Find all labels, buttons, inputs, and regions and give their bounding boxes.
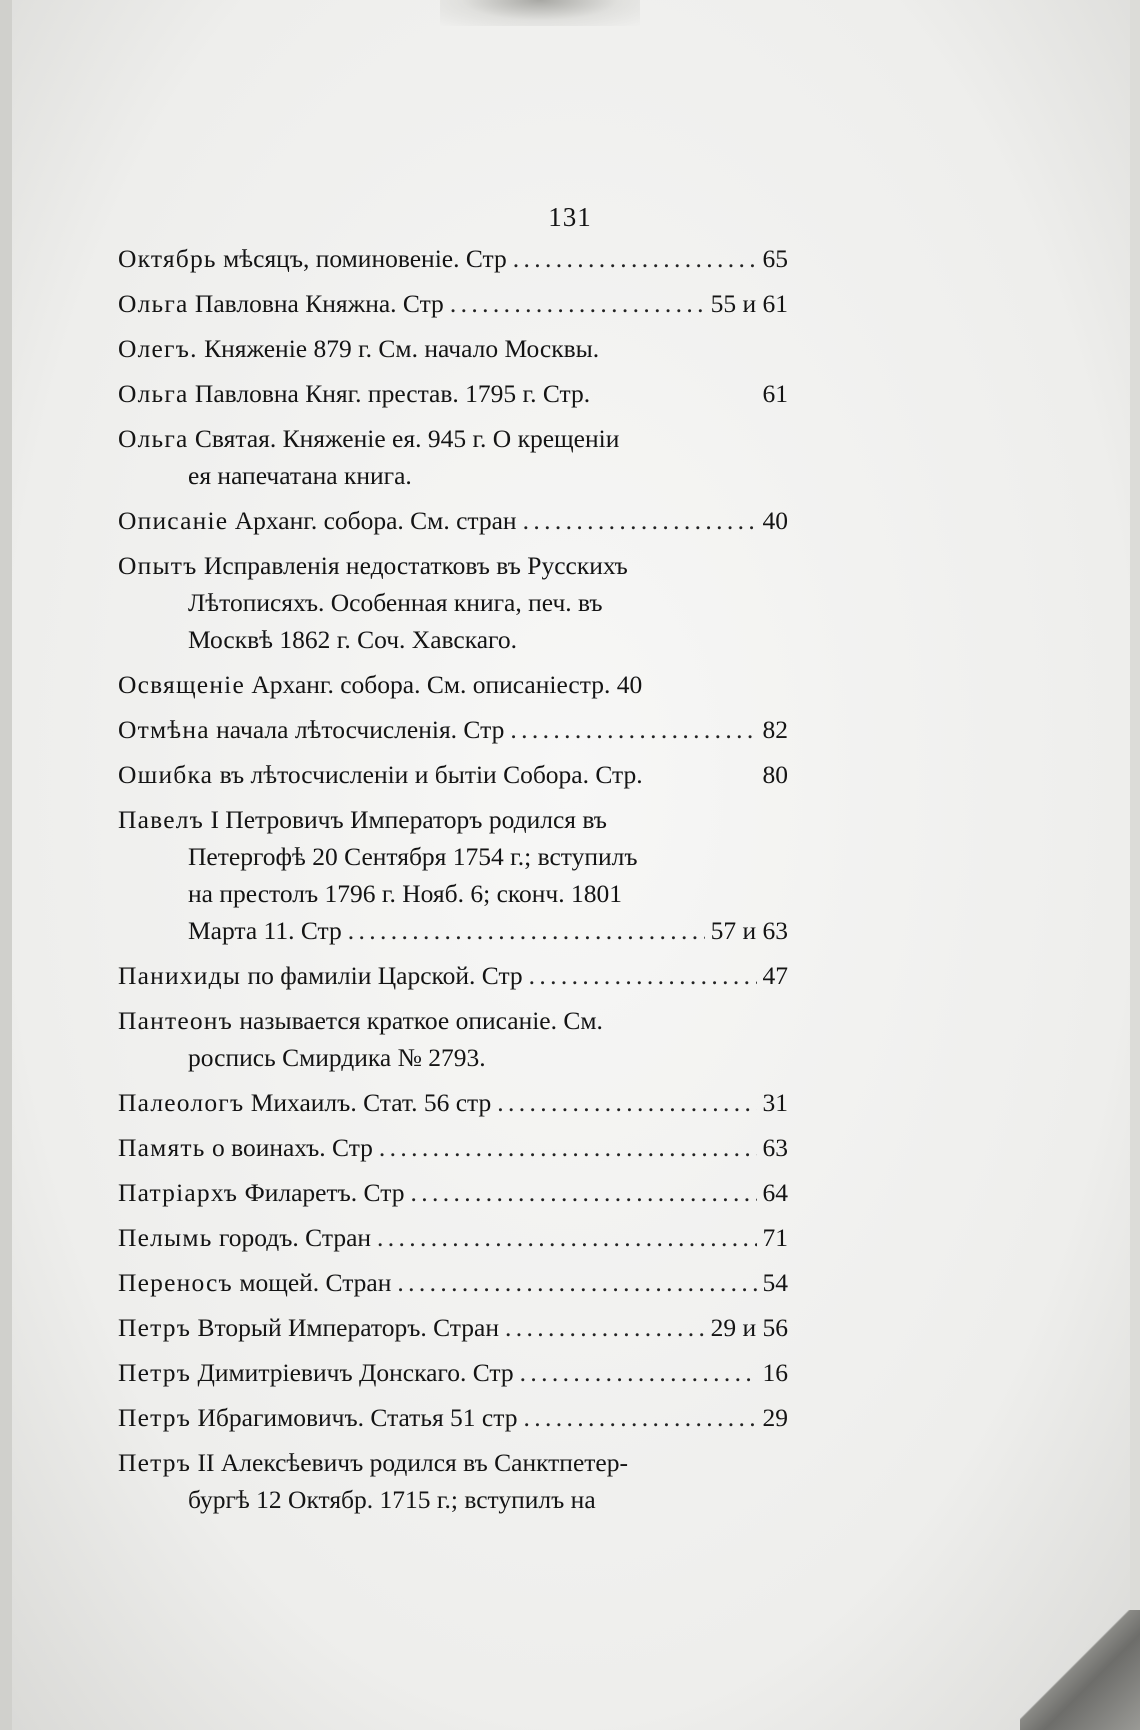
index-entry	[118, 1129, 788, 1166]
entry-first-line	[118, 330, 788, 367]
entry-page-ref: 29	[762, 1403, 788, 1432]
entry-text: Павловна Княжна. Стр	[194, 289, 444, 318]
entry-continuation-line	[118, 875, 788, 912]
index-entry	[118, 547, 788, 658]
entry-first-line	[118, 1444, 788, 1481]
entry-text: Арханг. собора. См. описаніестр. 40	[251, 670, 643, 699]
entry-term: Панихиды	[118, 961, 242, 990]
entry-text: мѣсяцъ, поминовеніе. Стр	[223, 244, 507, 273]
entry-page-ref: 61	[762, 379, 788, 408]
index-entry	[118, 330, 788, 367]
entry-first-line	[118, 1309, 788, 1346]
entry-text: Арханг. собора. См. стран	[234, 506, 517, 535]
entry-text: о воинахъ. Стр	[211, 1133, 373, 1162]
dot-leaders	[529, 957, 757, 994]
entry-text: Димитріевичъ Донскаго. Стр	[197, 1358, 514, 1387]
entry-text: Лѣтописяхъ. Особенная книга, печ. въ	[188, 588, 603, 617]
dot-leaders	[379, 1129, 757, 1166]
entry-text: II Алексѣевичъ родился въ Санктпетер-	[197, 1448, 628, 1477]
entry-text: по фамиліи Царской. Стр	[247, 961, 523, 990]
entry-first-line	[118, 285, 788, 322]
entry-text: Михаилъ. Стат. 56 стр	[250, 1088, 492, 1117]
entry-first-line	[118, 1354, 788, 1391]
entry-text: ея напечатана книга.	[188, 461, 412, 490]
page-corner	[1020, 1610, 1140, 1730]
index-entry	[118, 1002, 788, 1076]
index-entry	[118, 1264, 788, 1301]
index-entry	[118, 240, 788, 277]
index-list	[118, 240, 788, 1526]
dot-leaders	[520, 1354, 757, 1391]
index-entry	[118, 801, 788, 949]
entry-first-line	[118, 1002, 788, 1039]
entry-page-ref: 57 и 63	[710, 916, 788, 945]
entry-term: Петръ	[118, 1358, 192, 1387]
dot-leaders	[505, 1309, 705, 1346]
dot-leaders	[410, 1174, 756, 1211]
entry-text: Филаретъ. Стр	[244, 1178, 405, 1207]
entry-term: Ольга	[118, 289, 189, 318]
entry-term: Пантеонъ	[118, 1006, 234, 1035]
entry-text: Вторый Императоръ. Стран	[197, 1313, 499, 1342]
index-entry	[118, 1174, 788, 1211]
entry-page-ref: 71	[762, 1223, 788, 1252]
entry-page-ref: 55 и 61	[710, 289, 788, 318]
entry-page-ref: 82	[762, 715, 788, 744]
entry-continuation-line	[118, 1039, 788, 1076]
index-entry	[118, 711, 788, 748]
entry-text: I Петровичъ Императоръ родился въ	[210, 805, 607, 834]
entry-page-ref: 54	[762, 1268, 788, 1297]
entry-term: Петръ	[118, 1448, 192, 1477]
entry-text: мощей. Стран	[239, 1268, 392, 1297]
entry-text: Павловна Княг. престав. 1795 г. Стр.	[194, 379, 591, 408]
entry-term: Отмѣна	[118, 715, 210, 744]
entry-term: Опытъ	[118, 551, 198, 580]
entry-term: Ольга	[118, 379, 189, 408]
entry-first-line	[118, 1399, 788, 1436]
index-entry	[118, 285, 788, 322]
entry-term: Петръ	[118, 1403, 192, 1432]
entry-first-line	[118, 1129, 788, 1166]
entry-term: Патріархъ	[118, 1178, 239, 1207]
index-entry	[118, 1354, 788, 1391]
entry-continuation-line	[118, 457, 788, 494]
entry-text: въ лѣтосчисленіи и бытіи Собора. Стр.	[219, 760, 643, 789]
entry-page-ref: 29 и 56	[710, 1313, 788, 1342]
entry-continuation-line	[118, 1481, 788, 1518]
dot-leaders	[523, 1399, 756, 1436]
entry-term: Октябрь	[118, 244, 217, 273]
entry-term: Олегъ.	[118, 334, 198, 363]
dot-leaders	[513, 240, 757, 277]
index-entry	[118, 1444, 788, 1518]
entry-text: Княженіе 879 г. См. начало Москвы.	[204, 334, 600, 363]
entry-first-line	[118, 957, 788, 994]
entry-text: городъ. Стран	[218, 1223, 372, 1252]
index-entry	[118, 666, 788, 703]
entry-text: Москвѣ 1862 г. Соч. Хавскаго.	[188, 625, 517, 654]
entry-page-ref: 47	[762, 961, 788, 990]
index-entry	[118, 375, 788, 412]
entry-text: Ибрагимовичъ. Статья 51 стр	[197, 1403, 518, 1432]
entry-text: роспись Смирдика № 2793.	[188, 1043, 486, 1072]
index-entry	[118, 502, 788, 539]
entry-term: Палеологъ	[118, 1088, 245, 1117]
entry-term: Ольга	[118, 424, 189, 453]
entry-text: Петергофѣ 20 Сентября 1754 г.; вступилъ	[188, 842, 638, 871]
entry-page-ref: 64	[762, 1178, 788, 1207]
entry-term: Память	[118, 1133, 206, 1162]
page-edge-right	[1130, 0, 1140, 1730]
entry-term: Петръ	[118, 1313, 192, 1342]
entry-page-ref: 65	[762, 244, 788, 273]
entry-text: бургѣ 12 Октябр. 1715 г.; вступилъ на	[188, 1485, 596, 1514]
entry-first-line	[118, 1084, 788, 1121]
dot-leaders	[348, 912, 705, 949]
page-number: 131	[548, 202, 592, 232]
dot-leaders	[497, 1084, 756, 1121]
entry-term: Освященіе	[118, 670, 245, 699]
entry-first-line	[118, 711, 788, 748]
entry-page-ref: 80	[762, 760, 788, 789]
entry-page-ref: 31	[762, 1088, 788, 1117]
entry-first-line	[118, 502, 788, 539]
entry-first-line	[118, 1174, 788, 1211]
index-entry	[118, 957, 788, 994]
entry-term: Пелымь	[118, 1223, 213, 1252]
entry-term: Переносъ	[118, 1268, 233, 1297]
entry-text: на престолъ 1796 г. Нояб. 6; сконч. 1801	[188, 879, 622, 908]
entry-term: Ошибка	[118, 760, 214, 789]
dot-leaders	[397, 1264, 756, 1301]
entry-first-line	[118, 375, 788, 412]
entry-continuation-line	[118, 838, 788, 875]
index-entry	[118, 1399, 788, 1436]
entry-first-line	[118, 801, 788, 838]
index-entry	[118, 1084, 788, 1121]
entry-first-line	[118, 666, 788, 703]
index-entry	[118, 420, 788, 494]
entry-term: Павелъ	[118, 805, 205, 834]
entry-first-line	[118, 240, 788, 277]
entry-first-line	[118, 420, 788, 457]
dot-leaders	[523, 502, 757, 539]
dot-leaders	[377, 1219, 756, 1256]
entry-first-line	[118, 547, 788, 584]
entry-text: Святая. Княженіе ея. 945 г. О крещеніи	[194, 424, 620, 453]
entry-first-line	[118, 1264, 788, 1301]
entry-page-ref: 16	[762, 1358, 788, 1387]
entry-text: Исправленія недостатковъ въ Русскихъ	[203, 551, 628, 580]
index-entry	[118, 1309, 788, 1346]
entry-first-line	[118, 1219, 788, 1256]
dot-leaders	[450, 285, 705, 322]
index-entry	[118, 756, 788, 793]
page-edge-left	[0, 0, 12, 1730]
entry-text: называется краткое описаніе. См.	[239, 1006, 603, 1035]
entry-text: Марта 11. Стр	[188, 916, 342, 945]
paper-smudge	[440, 0, 640, 26]
entry-page-ref: 63	[762, 1133, 788, 1162]
entry-continuation-line	[118, 621, 788, 658]
entry-term: Описаніе	[118, 506, 229, 535]
entry-first-line	[118, 756, 788, 793]
entry-continuation-line	[118, 584, 788, 621]
index-entry	[118, 1219, 788, 1256]
entry-page-ref: 40	[762, 506, 788, 535]
entry-text: начала лѣтосчисленія. Стр	[216, 715, 505, 744]
entry-continuation-line	[118, 912, 788, 949]
dot-leaders	[510, 711, 756, 748]
